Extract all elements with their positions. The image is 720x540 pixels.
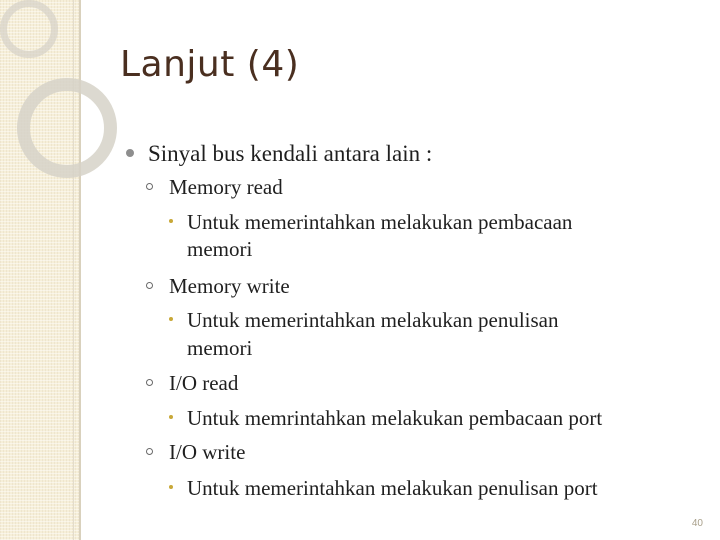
bullet-item-l3-continued: memori [187, 237, 253, 261]
page-number: 40 [691, 518, 703, 529]
hollow-circle-bullet-icon [146, 183, 153, 190]
small-dot-bullet-icon [169, 317, 173, 321]
bullet-item-l3: Untuk memerintahkan melakukan penulisan [187, 308, 559, 332]
hollow-circle-bullet-icon [146, 448, 153, 455]
bullet-item-l3-continued: memori [187, 336, 253, 360]
bullet-item-l2: Memory write [169, 274, 290, 298]
bullet-item-l1: Sinyal bus kendali antara lain : [148, 141, 433, 166]
small-dot-bullet-icon [169, 485, 173, 489]
small-dot-bullet-icon [169, 415, 173, 419]
small-dot-bullet-icon [169, 219, 173, 223]
bullet-item-l3: Untuk memerintahkan melakukan penulisan port [187, 476, 598, 500]
bullet-item-l2: I/O write [169, 440, 246, 464]
filled-circle-bullet-icon [126, 149, 134, 157]
bullet-item-l2: I/O read [169, 371, 239, 395]
bullet-item-l3: Untuk memrintahkan melakukan pembacaan port [187, 406, 603, 430]
bullet-item-l2: Memory read [169, 175, 283, 199]
hollow-circle-bullet-icon [146, 282, 153, 289]
slide-title: Lanjut (4) [120, 44, 300, 85]
bullet-item-l3: Untuk memerintahkan melakukan pembacaan [187, 210, 573, 234]
hollow-circle-bullet-icon [146, 379, 153, 386]
